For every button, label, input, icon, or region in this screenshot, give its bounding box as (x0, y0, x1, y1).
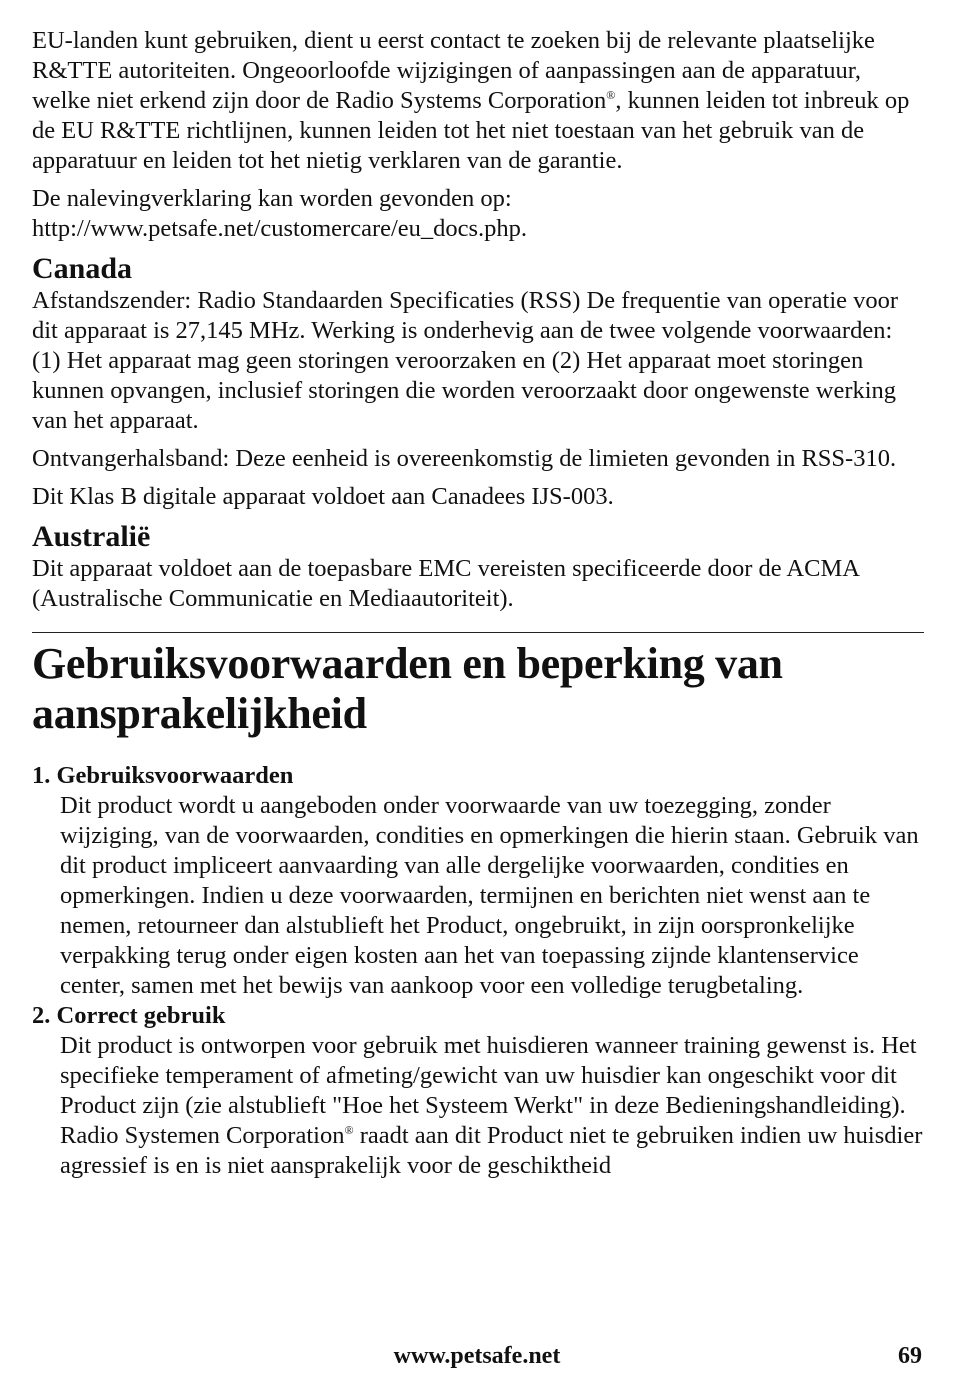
declaration-paragraph (32, 184, 924, 244)
intro-paragraph (32, 26, 924, 176)
australia-heading: Australië (32, 520, 151, 553)
canada-paragraph-1: Afstandszender: Radio Standaarden Specificaties (RSS) De frequentie van operatie voor dit apparaat is 27,145 MHz. Werking is onderhevig aan de twee volgende voorwaarden: (1) Het apparaat mag geen storingen veroorzaken en (2) Het apparaat moet storingen kunnen opvangen, inclusief storingen die worden veroorzaakt door ongewenste werking van het apparaat. (32, 287, 899, 434)
section-divider (32, 632, 924, 633)
correct-use-text-part1: Dit product is ontworpen voor gebruik met huisdieren wanneer training gewenst is. Het specifieke temperament of afmeting/gewicht van uw huisdier kan ongeschikt voor dit Product zijn (zie alstublieft "Hoe het Systeem Werkt" in deze Bedieningshandleiding). Radio Systemen Corporation (60, 1032, 917, 1149)
registered-mark: ® (344, 1123, 354, 1137)
page-footer (0, 1343, 954, 1373)
registered-mark: ® (606, 88, 616, 102)
declaration-url: http://www.petsafe.net/customercare/eu_docs.php. (32, 215, 528, 242)
document-page (32, 26, 924, 1181)
terms-title (32, 639, 924, 739)
canada-paragraph-2: Ontvangerhalsband: Deze eenheid is overeenkomstig de limieten gevonden in RSS-310. (32, 445, 897, 472)
declaration-text: De nalevingverklaring kan worden gevonden op: (32, 185, 512, 212)
correct-use-text-part2: raadt aan dit Product niet te gebruiken indien uw huisdier agressief is en is niet aansprakelijk voor de geschiktheid (60, 1122, 923, 1179)
footer-website: www.petsafe.net (393, 1343, 561, 1369)
page-number: 69 (898, 1343, 922, 1369)
section-body-correct-use (32, 1031, 924, 1181)
intro-text-part1: EU-landen kunt gebruiken, dient u eerst contact te zoeken bij de relevante plaatselijke R&TTE autoriteiten. Ongeoorloofde wijzigingen of aanpassingen aan de apparatuur, welke niet erkend zijn door de Radio Systems Corporation (32, 27, 875, 114)
section-title-terms-of-use: 1. Gebruiksvoorwaarden (32, 762, 294, 789)
australia-paragraph: Dit apparaat voldoet aan de toepasbare EMC vereisten specificeerde door de ACMA (Australische Communicatie en Mediaautoriteit). (32, 555, 859, 612)
canada-heading: Canada (32, 252, 133, 285)
terms-title-line2: aansprakelijkheid (32, 689, 367, 738)
section-title-correct-use: 2. Correct gebruik (32, 1002, 226, 1029)
terms-title-line1: Gebruiksvoorwaarden en beperking van (32, 639, 783, 688)
intro-text-part2: , kunnen leiden tot inbreuk op de EU R&TTE richtlijnen, kunnen leiden tot het niet toestaan van het gebruik van de apparatuur en leiden tot het nietig verklaren van de garantie. (32, 87, 910, 174)
section-body-terms-of-use: Dit product wordt u aangeboden onder voorwaarde van uw toezegging, zonder wijziging, van de voorwaarden, condities en opmerkingen die hierin staan. Gebruik van dit product impliceert aanvaarding van alle dergelijke voorwaarden, condities en opmerkingen. Indien u deze voorwaarden, termijnen en berichten niet wenst aan te nemen, retourneer dan alstublieft het Product, ongebruikt, in zijn oorspronkelijke verpakking terug onder eigen kosten aan het van toepassing zijnde klantenservice center, samen met het bewijs van aankoop voor een volledige terugbetaling. (60, 792, 919, 999)
canada-paragraph-3: Dit Klas B digitale apparaat voldoet aan Canadees IJS-003. (32, 483, 614, 510)
